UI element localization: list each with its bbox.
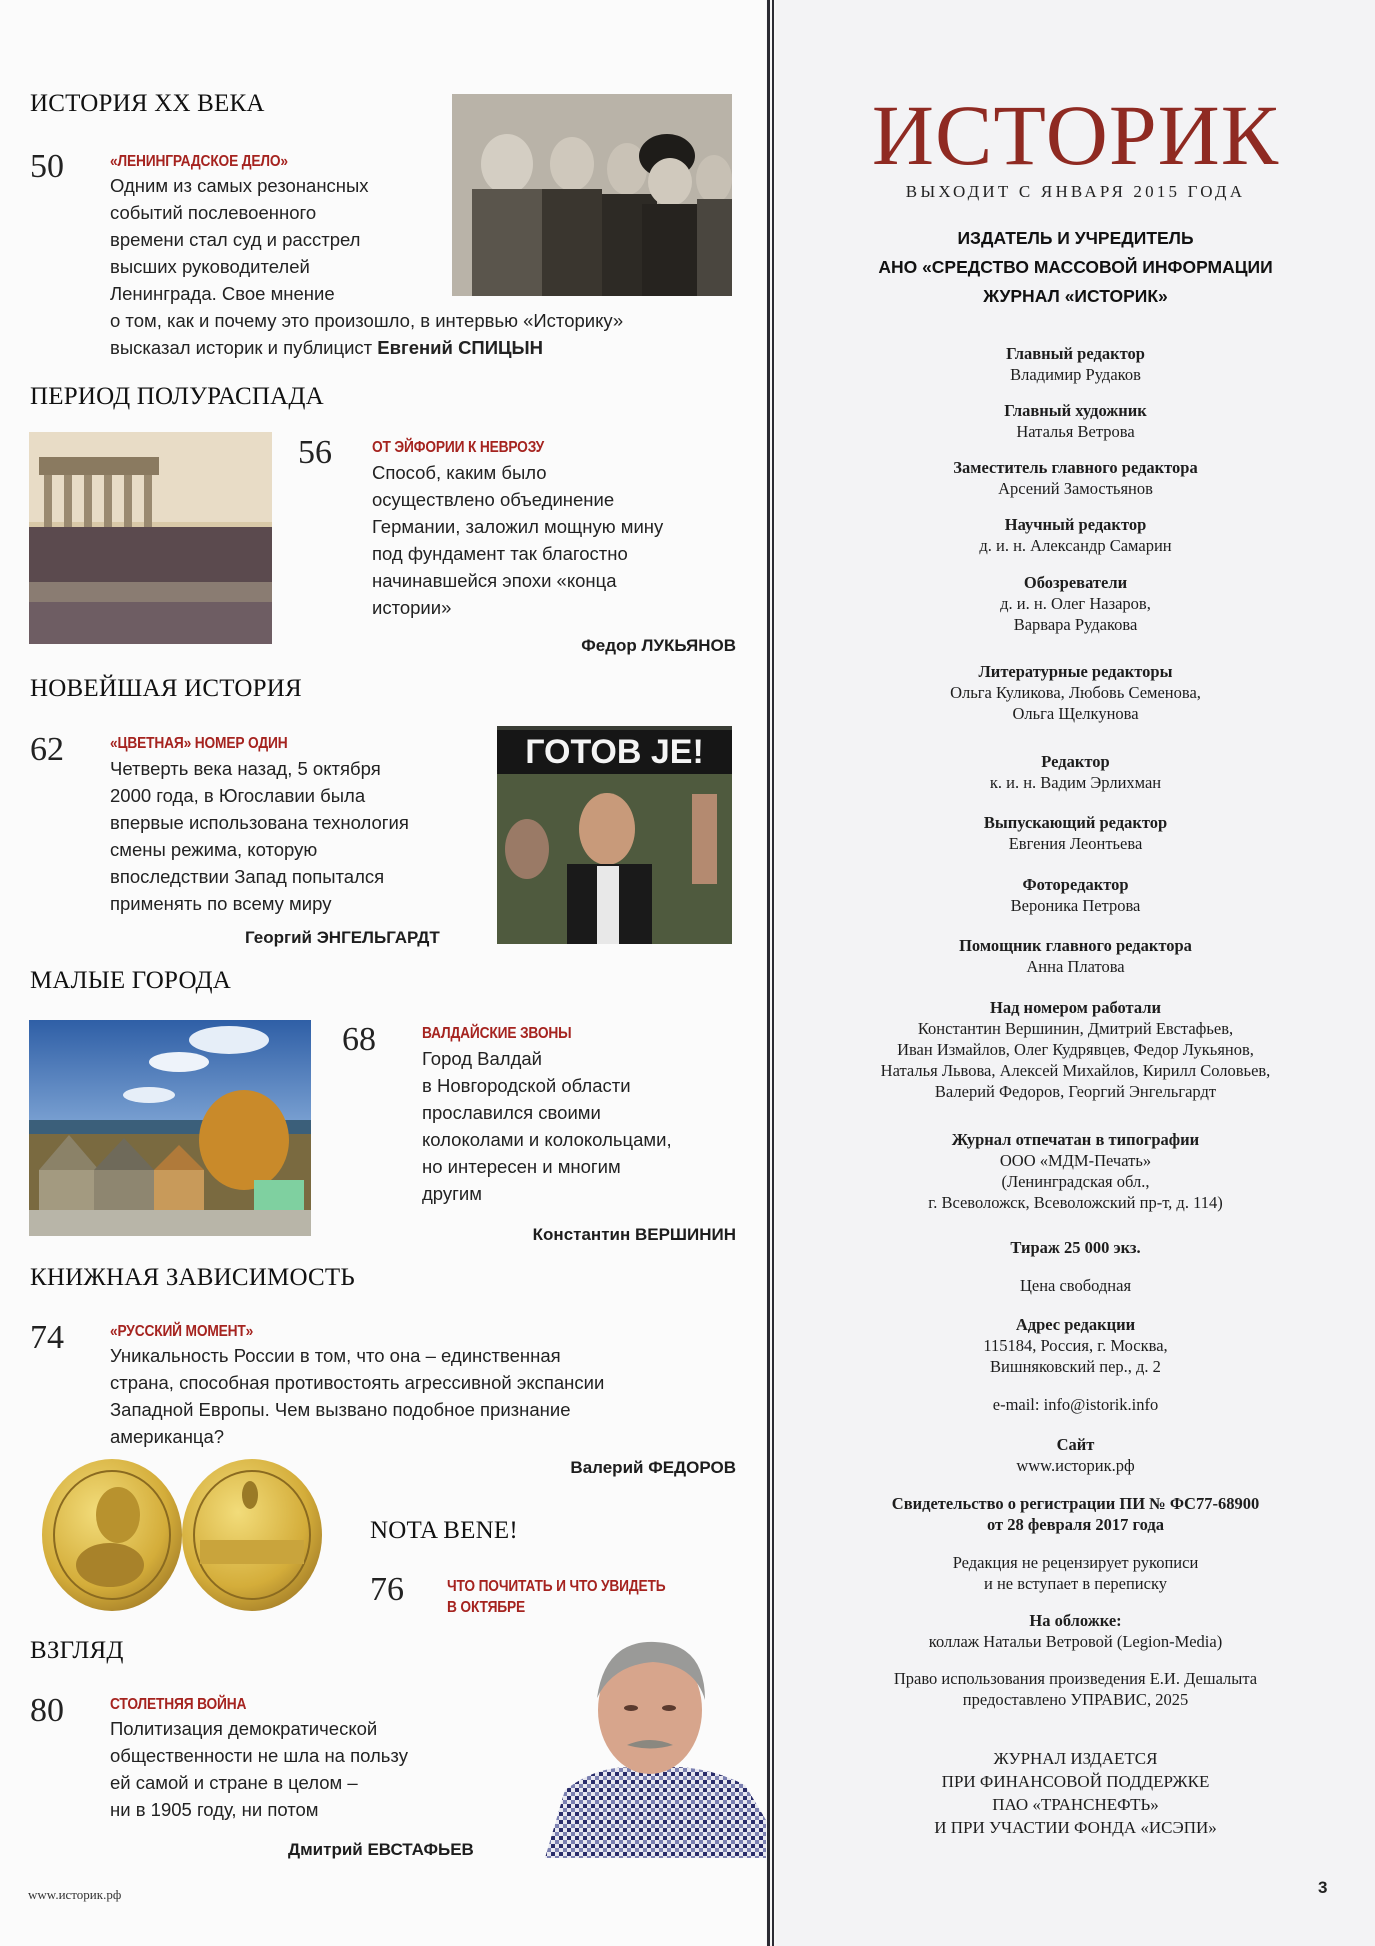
publisher-block: ИЗДАТЕЛЬ И УЧРЕДИТЕЛЬ АНО «СРЕДСТВО МАССОВОЙ ИНФОРМАЦИИ ЖУРНАЛ «ИСТОРИК» bbox=[878, 228, 1273, 306]
page-number: 76 bbox=[370, 1571, 404, 1608]
editorial-notice: Редакция не рецензирует рукописи и не вступает в переписку bbox=[952, 1553, 1199, 1593]
article-title[interactable]: ЧТО ПОЧИТАТЬ И ЧТО УВИДЕТЬ В ОКТЯБРЕ bbox=[447, 1578, 666, 1616]
article-summary: Четверть века назад, 5 октября 2000 года, в Югославии была впервые использована технология смены режима, которую впоследствии Запад попытался применять по всему миру bbox=[110, 758, 409, 914]
registration: Свидетельство о регистрации ПИ № ФС77-68900 от 28 февраля 2017 года bbox=[891, 1494, 1260, 1534]
footer-website[interactable]: www.историк.рф bbox=[28, 1887, 122, 1902]
article-author: Федор ЛУКЬЯНОВ bbox=[581, 636, 736, 655]
website[interactable]: Сайт www.историк.рф bbox=[1016, 1435, 1135, 1475]
page-divider-line bbox=[767, 0, 770, 1946]
credit-science-editor: Научный редактор д. и. н. Александр Самарин bbox=[979, 515, 1172, 555]
section-heading: КНИЖНАЯ ЗАВИСИМОСТЬ bbox=[30, 1264, 355, 1291]
credit-contributors: Над номером работали Константин Вершинин, Дмитрий Евстафьев, Иван Измайлов, Олег Кудрявцев, Федор Лукьянов, Наталья Львова, Алексей Михайлов, Кирилл Соловьев, Валерий Федоров, Георгий Энгельгардт bbox=[880, 998, 1271, 1101]
credit-deputy-editor: Заместитель главного редактора Арсений Замостьянов bbox=[953, 458, 1198, 498]
credit-editor: Редактор к. и. н. Вадим Эрлихман bbox=[989, 752, 1162, 792]
page-number: 68 bbox=[342, 1021, 376, 1058]
credit-chief-editor: Главный редактор Владимир Рудаков bbox=[1006, 344, 1145, 384]
page-number: 74 bbox=[30, 1319, 64, 1356]
article-summary: Политизация демократической общественности не шла на пользу ей самой и стране в целом – ни в 1905 году, ни потом bbox=[110, 1718, 408, 1820]
article-title[interactable]: «ЦВЕТНАЯ» НОМЕР ОДИН bbox=[110, 735, 288, 752]
page-number: 80 bbox=[30, 1692, 64, 1729]
article-author: Валерий ФЕДОРОВ bbox=[570, 1458, 736, 1477]
photo-berlin-wall bbox=[29, 432, 272, 644]
since-line: ВЫХОДИТ С ЯНВАРЯ 2015 ГОДА bbox=[905, 182, 1246, 201]
page-number: 62 bbox=[30, 731, 64, 768]
credit-printing: Журнал отпечатан в типографии ООО «МДМ-Печать» (Ленинградская обл., г. Всеволожск, Всеволожский пр-т, д. 114) bbox=[928, 1130, 1223, 1212]
photo-gold-medals bbox=[40, 1455, 330, 1613]
masthead-page bbox=[776, 0, 1375, 1946]
photo-banner-text: ГОТОВ JE! bbox=[497, 730, 732, 774]
article-summary: Город Валдай в Новгородской области прославился своими колоколами и колокольцами, но интересен и многим другим bbox=[422, 1048, 672, 1204]
article-title[interactable]: ВАЛДАЙСКИЕ ЗВОНЫ bbox=[422, 1025, 572, 1042]
article-author: Дмитрий ЕВСТАФЬЕВ bbox=[288, 1840, 474, 1859]
rights-notice: Право использования произведения Е.И. Дешалыта предоставлено УПРАВИС, 2025 bbox=[893, 1669, 1258, 1709]
section-heading: МАЛЫЕ ГОРОДА bbox=[30, 967, 231, 994]
editorial-address: Адрес редакции 115184, Россия, г. Москва, Вишняковский пер., д. 2 bbox=[983, 1315, 1168, 1376]
article-title[interactable]: СТОЛЕТНЯЯ ВОЙНА bbox=[110, 1696, 247, 1713]
photo-leningrad-officials bbox=[452, 94, 732, 296]
photo-author-portrait bbox=[535, 1620, 766, 1858]
article-title[interactable]: «РУССКИЙ МОМЕНТ» bbox=[110, 1323, 254, 1340]
section-heading: ПЕРИОД ПОЛУРАСПАДА bbox=[30, 383, 324, 410]
price: Цена свободная bbox=[1019, 1276, 1132, 1295]
article-summary: Уникальность России в том, что она – единственная страна, способная противостоять агрессивной экспансии Западной Европы. Чем вызвано подобное признание американца? bbox=[110, 1345, 605, 1447]
section-heading: ВЗГЛЯД bbox=[30, 1637, 124, 1664]
page-number: 50 bbox=[30, 148, 64, 185]
photo-valdai-town bbox=[29, 1020, 311, 1236]
magazine-logo: ИСТОРИК bbox=[871, 87, 1280, 183]
article-title[interactable]: ОТ ЭЙФОРИИ К НЕВРОЗУ bbox=[372, 439, 545, 456]
photo-protest bbox=[497, 726, 732, 944]
article-summary: Одним из самых резонансных событий послевоенного времени стал суд и расстрел высших руководителей Ленинграда. Свое мнение о том, как и почему это произошло, в интервью «Историку» высказал историк и публицист Евгений СПИЦЫН bbox=[110, 175, 624, 358]
page-number-footer: 3 bbox=[1318, 1878, 1328, 1897]
circulation: Тираж 25 000 экз. bbox=[1010, 1238, 1141, 1257]
article-author: Евгений СПИЦЫН bbox=[377, 337, 544, 358]
page-number: 56 bbox=[298, 434, 332, 471]
credit-chief-artist: Главный художник Наталья Ветрова bbox=[1004, 401, 1147, 441]
credit-managing-editor: Выпускающий редактор Евгения Леонтьева bbox=[983, 813, 1168, 853]
page-divider-line bbox=[772, 0, 774, 1946]
article-summary: Способ, каким было осуществлено объединение Германии, заложил мощную мину под фундамент так благостно начинавшейся эпохи «конца истории» bbox=[372, 462, 664, 618]
section-heading: НОВЕЙШАЯ ИСТОРИЯ bbox=[30, 675, 302, 702]
section-heading: ИСТОРИЯ XX ВЕКА bbox=[30, 90, 265, 117]
credit-columnists: Обозреватели д. и. н. Олег Назаров, Варвара Рудакова bbox=[1000, 573, 1151, 634]
support-notice: ЖУРНАЛ ИЗДАЕТСЯ ПРИ ФИНАНСОВОЙ ПОДДЕРЖКЕ ПАО «ТРАНСНЕФТЬ» И ПРИ УЧАСТИИ ФОНДА «ИСЭПИ» bbox=[934, 1749, 1217, 1837]
cover-credit: На обложке: коллаж Натальи Ветровой (Legion-Media) bbox=[928, 1611, 1223, 1651]
credit-photo-editor: Фоторедактор Вероника Петрова bbox=[1010, 875, 1141, 915]
section-heading: NOTA BENE! bbox=[370, 1517, 518, 1544]
email-link[interactable]: e-mail: info@istorik.info bbox=[992, 1395, 1159, 1414]
article-author: Георгий ЭНГЕЛЬГАРДТ bbox=[245, 928, 440, 947]
article-author: Константин ВЕРШИНИН bbox=[532, 1225, 736, 1244]
article-title[interactable]: «ЛЕНИНГРАДСКОЕ ДЕЛО» bbox=[110, 153, 288, 170]
credit-assistant: Помощник главного редактора Анна Платова bbox=[959, 936, 1192, 976]
credit-literary-editors: Литературные редакторы Ольга Куликова, Любовь Семенова, Ольга Щелкунова bbox=[950, 662, 1201, 723]
